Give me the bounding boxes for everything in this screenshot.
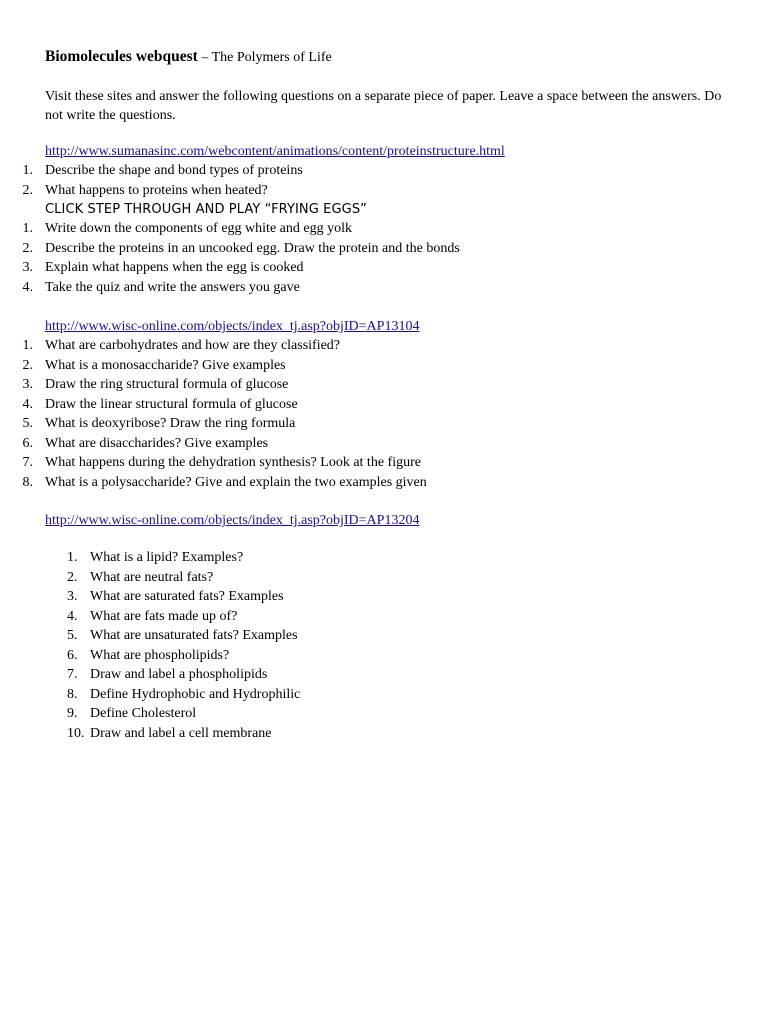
item-text: What happens during the dehydration synthesis? Look at the figure [45,455,421,470]
item-number: 4. [67,608,78,624]
list-item [67,587,300,607]
section1-list-a [22,161,303,200]
item-number: 6. [67,647,78,663]
list-item [22,161,303,181]
item-number: 7. [67,667,78,682]
item-text: What are unsaturated fats? Examples [90,628,298,643]
item-text: What are saturated fats? Examples [90,589,284,604]
item-text: What are neutral fats? [90,569,214,585]
section3-link[interactable]: http://www.wisc-online.com/objects/index_tj.asp?objID=AP13204 [45,513,420,528]
item-number: 3. [67,589,78,604]
item-text: What are fats made up of? [90,608,238,624]
list-item [22,356,427,376]
item-text: Define Hydrophobic and Hydrophilic [90,686,301,702]
list-item [22,434,427,454]
item-text: Write down the components of egg white and egg yolk [45,221,352,236]
list-item [67,626,300,646]
list-item [67,646,300,666]
section2-link[interactable]: http://www.wisc-online.com/objects/index_tj.asp?objID=AP13104 [45,319,420,334]
item-number: 1. [22,221,33,236]
section2-list [22,336,427,492]
item-number: 4. [22,396,33,412]
list-item [22,181,303,201]
section1-list-b [22,219,460,297]
list-item [67,548,300,568]
item-text: What is a polysaccharide? Give and explain the two examples given [45,474,427,490]
item-number: 2. [67,569,78,585]
item-number: 3. [22,377,33,392]
item-number: 9. [67,706,78,721]
item-text: Draw and label a cell membrane [90,725,272,741]
list-item [67,568,300,588]
item-text: What are carbohydrates and how are they classified? [45,338,341,353]
list-item [22,258,460,278]
item-text: Draw the linear structural formula of glucose [45,396,298,412]
item-number: 8. [67,686,78,702]
item-number: 2. [22,357,33,373]
item-text: Describe the shape and bond types of proteins [45,163,303,178]
item-text: Draw and label a phospholipids [90,667,268,682]
title-subtitle: – The Polymers of Life [197,50,332,65]
item-number: 2. [22,240,33,256]
item-text: What happens to proteins when heated? [45,182,268,198]
item-number: 5. [67,628,78,643]
list-item [22,375,427,395]
item-text: Explain what happens when the egg is cooked [45,260,304,275]
page-title [45,48,332,67]
item-text: What is a lipid? Examples? [90,550,244,565]
item-text: Define Cholesterol [90,706,197,721]
section3-list [67,548,301,743]
item-number: 8. [22,474,33,490]
list-item [22,414,427,434]
list-item [22,336,427,356]
item-number: 3. [22,260,33,275]
list-item [67,665,300,685]
item-number: 10. [67,725,85,741]
item-text: What is a monosaccharide? Give examples [45,357,286,373]
list-item [67,724,300,744]
item-number: 1. [22,163,33,178]
list-item [67,685,301,705]
item-number: 2. [22,182,33,198]
list-item [67,607,300,627]
item-text: What are disaccharides? Give examples [45,435,269,451]
item-text: Describe the proteins in an uncooked egg. Draw the protein and the bonds [45,240,460,256]
item-text: Draw the ring structural formula of glucose [45,377,289,392]
list-item [22,278,460,298]
section1-link[interactable]: http://www.sumanasinc.com/webcontent/animations/content/proteinstructure.html [45,144,505,159]
item-number: 7. [22,455,33,470]
item-number: 5. [22,416,33,431]
title-main: Biomolecules webquest [45,48,198,65]
item-text: Take the quiz and write the answers you gave [45,279,300,295]
item-number: 1. [67,550,78,565]
list-item [22,219,460,239]
item-number: 6. [22,435,33,451]
list-item [22,239,460,259]
item-number: 4. [22,279,33,295]
list-item [22,395,427,415]
list-item [22,453,427,473]
section1-instruction: CLICK STEP THROUGH AND PLAY “FRYING EGGS” [45,202,368,217]
intro-paragraph: Visit these sites and answer the following questions on a separate piece of paper. Leave a space between the answers. Do not write the questions. [45,89,722,123]
item-text: What are phospholipids? [90,647,230,663]
list-item [67,704,300,724]
list-item [22,473,427,493]
item-text: What is deoxyribose? Draw the ring formula [45,416,296,431]
item-number: 1. [22,338,33,353]
